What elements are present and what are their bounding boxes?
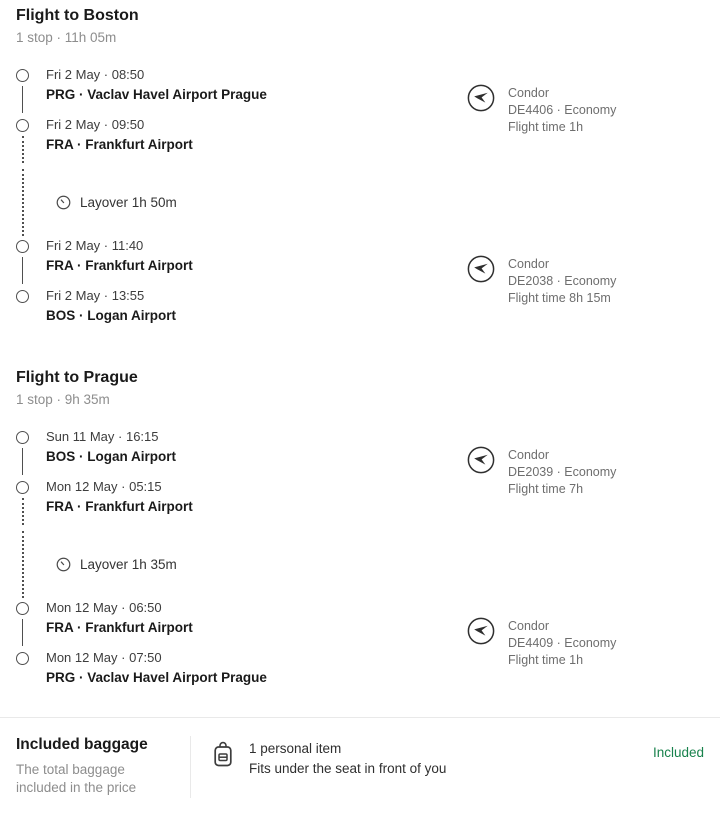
timeline-connector-dotted [22,498,24,525]
layover [16,529,704,600]
timeline-connector-solid [22,448,23,475]
stop-circle-icon [16,602,29,615]
timeline-connector-solid [22,257,23,284]
leg-timeline [16,600,467,700]
airline-name: Condor [508,619,549,633]
flight-number-class: DE4406 · Economy [508,103,617,117]
stop-airport: PRG · Vaclav Havel Airport Prague [46,670,267,685]
timeline-connector-dotted [22,531,24,598]
stop-airport: BOS · Logan Airport [46,308,176,323]
flight-number-class: DE4409 · Economy [508,636,617,650]
timeline-connector-solid [22,619,23,646]
stop-airport: FRA · Frankfurt Airport [46,620,193,635]
vertical-divider [190,736,191,798]
stop-circle-icon [16,69,29,82]
stop-datetime: Mon 12 May · 07:50 [46,650,162,665]
timeline-stop-arrival [16,117,467,167]
condor-airline-logo-icon [467,84,495,112]
timeline-stop-departure [16,67,467,117]
airline-info [467,617,704,669]
layover-text: Layover 1h 35m [80,557,177,572]
stop-datetime: Mon 12 May · 06:50 [46,600,162,615]
backpack-icon [212,741,234,769]
stop-datetime: Sun 11 May · 16:15 [46,429,159,444]
flight-number-class: DE2039 · Economy [508,465,617,479]
airline-info [467,84,704,136]
flight-leg [16,67,704,167]
baggage-item-title: 1 personal item [249,741,342,756]
stop-circle-icon [16,481,29,494]
airline-info [467,255,704,307]
section-summary: 1 stop · 11h 05m [16,30,117,45]
clock-icon [56,195,71,210]
stop-datetime: Fri 2 May · 13:55 [46,288,145,303]
leg-timeline [16,67,467,167]
leg-timeline [16,429,467,529]
baggage-status-included: Included [652,745,704,760]
section-summary: 1 stop · 9h 35m [16,392,110,407]
airline-name: Condor [508,257,549,271]
flight-leg [16,429,704,529]
timeline-connector-dotted [22,136,24,163]
section-title: Flight to Prague [16,369,138,386]
airline-name: Condor [508,86,549,100]
stop-circle-icon [16,290,29,303]
timeline-stop-arrival [16,479,467,529]
condor-airline-logo-icon [467,446,495,474]
flight-leg [16,600,704,700]
flight-section-return [0,368,720,700]
baggage-item [212,736,653,778]
flight-time: Flight time 7h [508,482,584,496]
timeline-stop-departure [16,238,467,288]
timeline-connector-dotted [22,169,24,236]
stop-datetime: Mon 12 May · 05:15 [46,479,162,494]
condor-airline-logo-icon [467,255,495,283]
stop-airport: PRG · Vaclav Havel Airport Prague [46,87,267,102]
stop-airport: FRA · Frankfurt Airport [46,499,193,514]
timeline-stop-arrival [16,288,467,338]
baggage-item-description: Fits under the seat in front of you [249,761,447,776]
stop-circle-icon [16,652,29,665]
baggage-title: Included baggage [16,736,148,753]
stop-circle-icon [16,431,29,444]
stop-circle-icon [16,240,29,253]
timeline-stop-arrival [16,650,467,700]
timeline-stop-departure [16,429,467,479]
timeline-stop-departure [16,600,467,650]
layover-text: Layover 1h 50m [80,195,177,210]
flight-section-outbound [0,6,720,338]
stop-airport: FRA · Frankfurt Airport [46,137,193,152]
leg-timeline [16,238,467,338]
flight-time: Flight time 8h 15m [508,291,611,305]
stop-airport: FRA · Frankfurt Airport [46,258,193,273]
flight-time: Flight time 1h [508,653,584,667]
stop-datetime: Fri 2 May · 11:40 [46,238,144,253]
included-baggage-section [0,717,720,818]
condor-airline-logo-icon [467,617,495,645]
flight-leg [16,238,704,338]
airline-info [467,446,704,498]
layover [16,167,704,238]
flight-time: Flight time 1h [508,120,584,134]
section-title: Flight to Boston [16,7,139,24]
airline-name: Condor [508,448,549,462]
stop-datetime: Fri 2 May · 09:50 [46,117,145,132]
timeline-connector-solid [22,86,23,113]
baggage-subtitle: The total baggage included in the price [16,762,137,795]
stop-datetime: Fri 2 May · 08:50 [46,67,145,82]
stop-airport: BOS · Logan Airport [46,449,176,464]
clock-icon [56,557,71,572]
stop-circle-icon [16,119,29,132]
flight-number-class: DE2038 · Economy [508,274,617,288]
